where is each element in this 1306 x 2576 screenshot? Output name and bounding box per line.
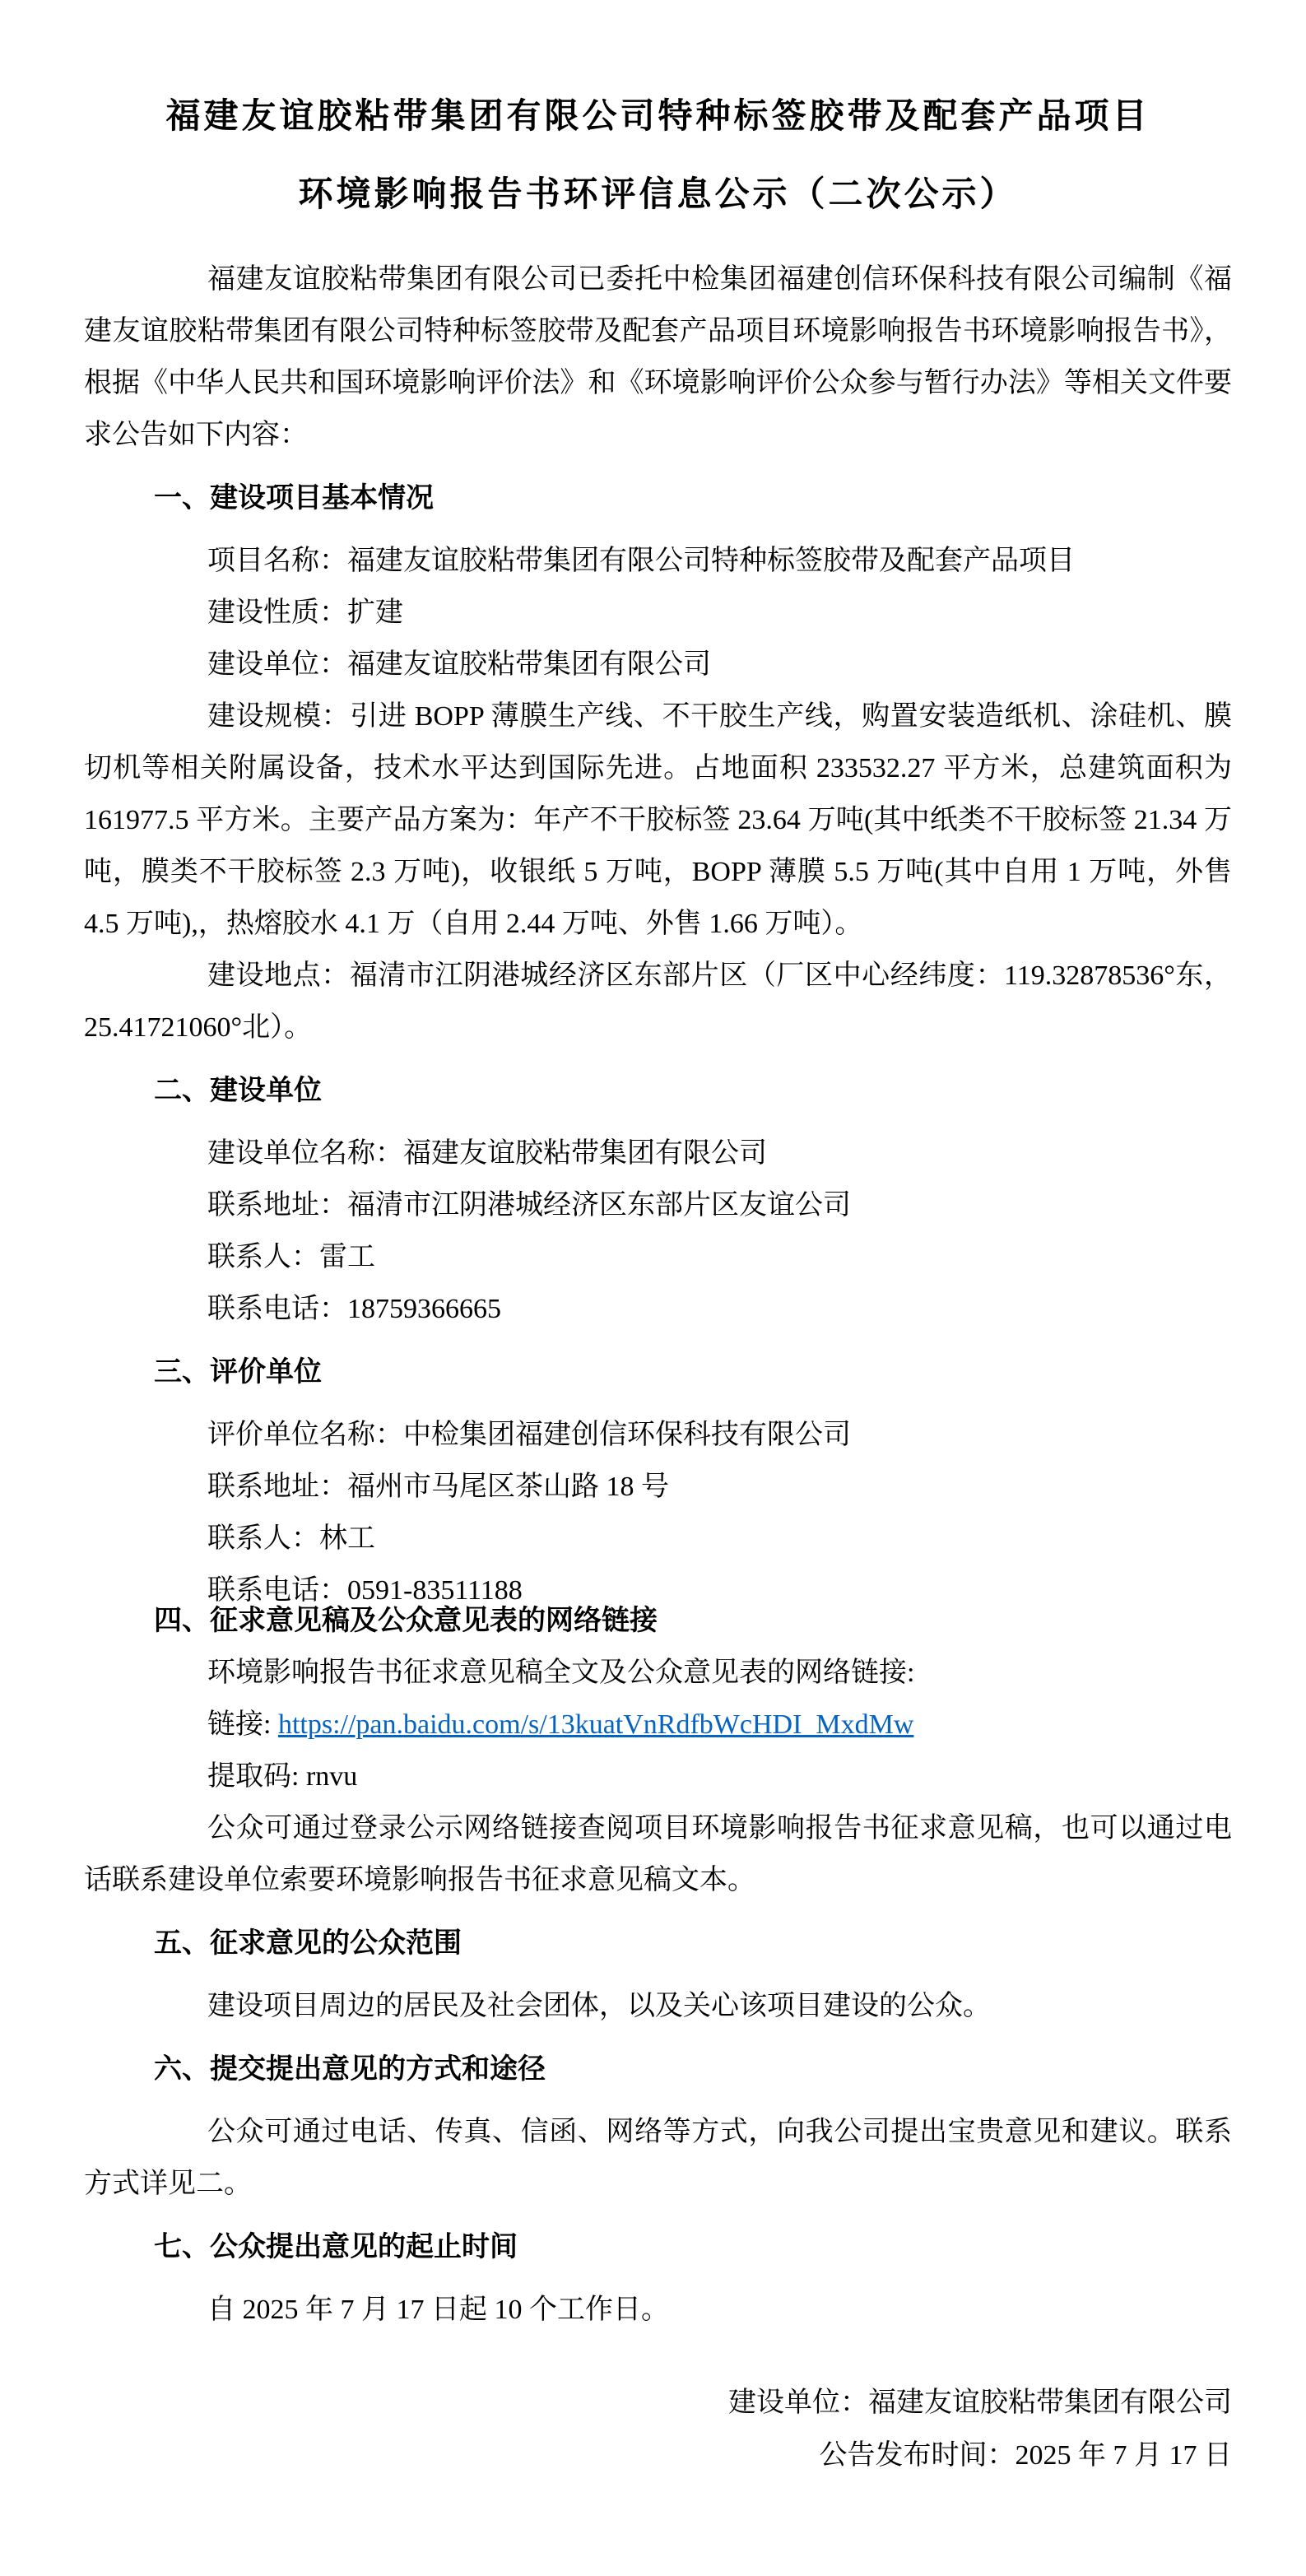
section-heading-5: 五、征求意见的公众范围 bbox=[154, 1928, 462, 1959]
section-body-6 bbox=[84, 2106, 1232, 2210]
doc-title-line-2: 环境影响报告书环评信息公示（二次公示） bbox=[298, 176, 1018, 214]
section-heading-2: 二、建设单位 bbox=[154, 1076, 322, 1106]
doc-title-line-1: 福建友谊胶粘带集团有限公司特种标签胶带及配套产品项目 bbox=[165, 98, 1150, 136]
paragraph-link-closing: 公众可通过登录公示网络链接查阅项目环境影响报告书征求意见稿，也可以通过电话联系建设单位索要环境影响报告书征求意见稿文本。 bbox=[84, 1813, 1232, 1895]
paragraph-builder-address: 联系地址：福清市江阴港城经济区东部片区友谊公司 bbox=[207, 1190, 851, 1221]
paragraph-builder-phone: 联系电话：18759366665 bbox=[207, 1294, 501, 1324]
section-heading-6: 六、提交提出意见的方式和途径 bbox=[154, 2054, 546, 2085]
paragraph-time-window: 自 2025 年 7 月 17 日起 10 个工作日。 bbox=[207, 2295, 669, 2325]
section-heading-7: 七、公众提出意见的起止时间 bbox=[154, 2232, 518, 2262]
section-heading-1: 一、建设项目基本情况 bbox=[154, 483, 434, 514]
baidu-pan-link[interactable]: https://pan.baidu.com/s/13kuatVnRdfbWcHDI_MxdMw bbox=[277, 1709, 914, 1740]
section-body-4 bbox=[84, 1647, 1232, 1906]
paragraph-public-scope: 建设项目周边的居民及社会团体，以及关心该项目建设的公众。 bbox=[207, 1991, 991, 2021]
intro-paragraph: 福建友谊胶粘带集团有限公司已委托中检集团福建创信环保科技有限公司编制《福建友谊胶粘带集团有限公司特种标签胶带及配套产品项目环境影响报告书环境影响报告书》，根据《中华人民共和国环境影响评价法》和《环境影响评价公众参与暂行办法》等相关文件要求公告如下内容： bbox=[84, 264, 1232, 450]
paragraph-construction-nature: 建设性质：扩建 bbox=[207, 598, 403, 628]
paragraph-assessor-contact: 联系人：林工 bbox=[207, 1523, 375, 1554]
intro-block bbox=[84, 253, 1232, 461]
signature-block bbox=[84, 2377, 1232, 2482]
paragraph-feedback-methods: 公众可通过电话、传真、信函、网络等方式，向我公司提出宝贵意见和建议。联系方式详见二。 bbox=[84, 2117, 1232, 2199]
paragraph-construction-unit: 建设单位：福建友谊胶粘带集团有限公司 bbox=[207, 649, 711, 680]
paragraph-link-line bbox=[84, 1699, 1232, 1751]
paragraph-assessor-name: 评价单位名称：中检集团福建创信环保科技有限公司 bbox=[207, 1420, 851, 1450]
paragraph-extraction-code: 提取码: rnvu bbox=[207, 1761, 358, 1792]
footer-builder-line: 建设单位：福建友谊胶粘带集团有限公司 bbox=[728, 2388, 1232, 2418]
link-label: 链接: bbox=[207, 1709, 278, 1740]
section-heading-3: 三、评价单位 bbox=[154, 1357, 322, 1388]
section-body-2 bbox=[84, 1128, 1232, 1335]
paragraph-builder-name: 建设单位名称：福建友谊胶粘带集团有限公司 bbox=[207, 1138, 767, 1169]
paragraph-project-name: 项目名称：福建友谊胶粘带集团有限公司特种标签胶带及配套产品项目 bbox=[207, 546, 1075, 576]
paragraph-link-intro: 环境影响报告书征求意见稿全文及公众意见表的网络链接: bbox=[207, 1658, 915, 1688]
section-body-3 bbox=[84, 1409, 1232, 1616]
paragraph-construction-site: 建设地点：福清市江阴港城经济区东部片区（厂区中心经纬度：119.32878536°东，25.41721060°北）。 bbox=[84, 960, 1232, 1043]
paragraph-assessor-phone: 联系电话：0591-83511188 bbox=[207, 1575, 523, 1606]
paragraph-assessor-address: 联系地址：福州市马尾区茶山路 18 号 bbox=[207, 1472, 669, 1502]
footer-publish-date-line: 公告发布时间：2025 年 7 月 17 日 bbox=[819, 2440, 1232, 2471]
section-heading-4: 四、征求意见稿及公众意见表的网络链接 bbox=[154, 1606, 658, 1636]
paragraph-construction-scale: 建设规模：引进 BOPP 薄膜生产线、不干胶生产线，购置安装造纸机、涂硅机、膜切机等相关附属设备，技术水平达到国际先进。占地面积 233532.27 平方米，总建筑面积为 161977.5 平方米。主要产品方案为：年产不干胶标签 23.64 万吨(其中纸类不干胶标签 21.34 万吨，膜类不干胶标签 2.3 万吨)，收银纸 5 万吨，BOPP 薄膜 5.5 万吨(其中自用 1 万吨，外售 4.5 万吨),，热熔胶水 4.1 万（自用 2.44 万吨、外售 1.66 万吨）。 bbox=[84, 701, 1232, 939]
section-body-1 bbox=[84, 535, 1232, 1053]
paragraph-builder-contact: 联系人：雷工 bbox=[207, 1242, 375, 1272]
section-body-7 bbox=[84, 2284, 1232, 2336]
section-body-5 bbox=[84, 1980, 1232, 2032]
